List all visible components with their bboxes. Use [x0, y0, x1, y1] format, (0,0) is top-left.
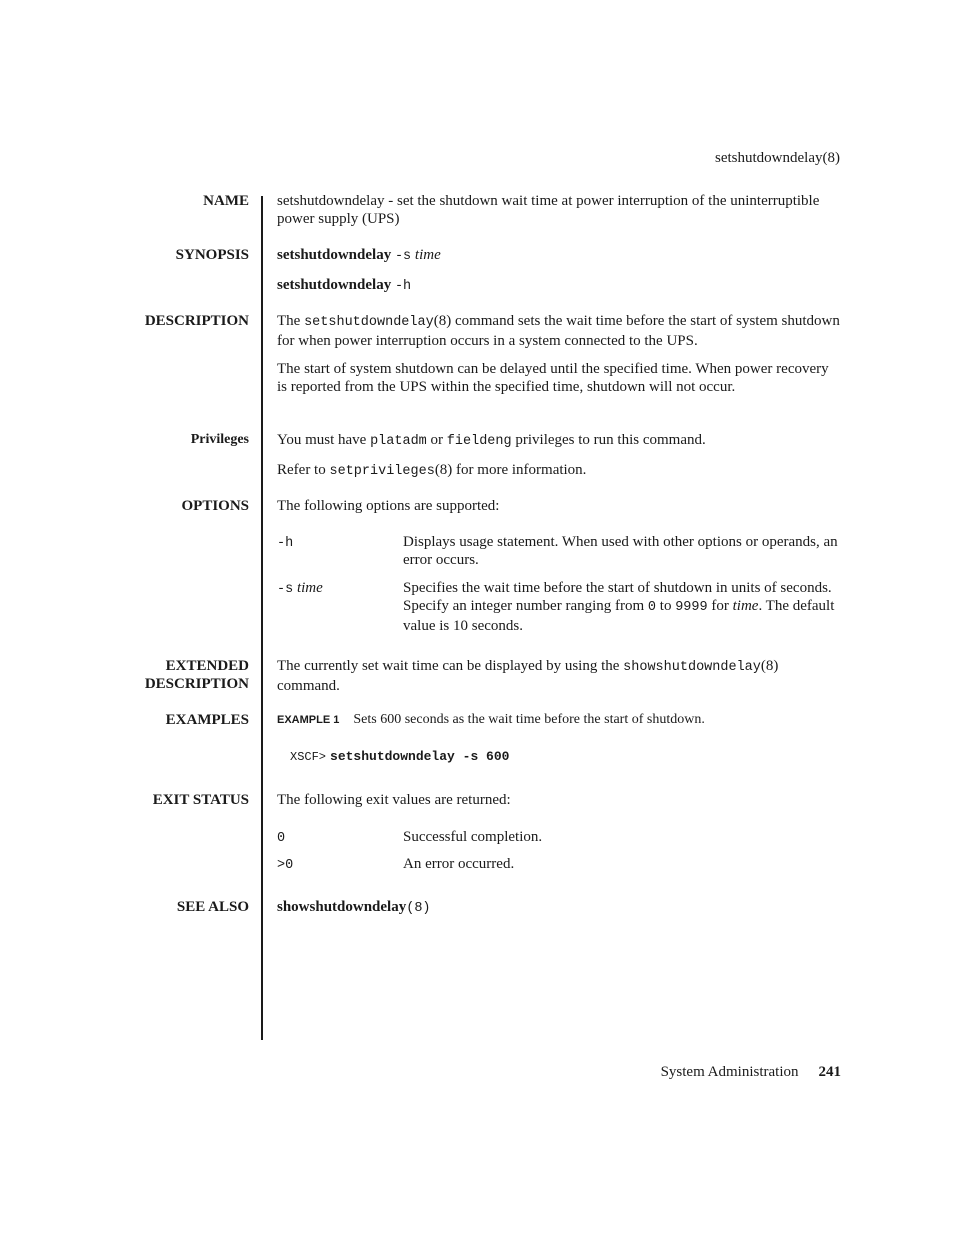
extended-description-text — [277, 657, 842, 695]
section-label-synopsis: SYNOPSIS — [175, 247, 249, 263]
option-text: for — [711, 598, 729, 614]
option-term — [277, 533, 293, 553]
code-command: setshutdowndelay -s 600 — [330, 749, 510, 764]
exit-status-intro: The following exit values are returned: — [277, 792, 511, 808]
margin-rule — [261, 196, 263, 1040]
extended-text: The currently set wait time can be displayed by using the — [277, 658, 620, 674]
command-name: showshutdowndelay — [623, 660, 761, 675]
exit-code — [277, 828, 285, 848]
privileges-text: Refer to — [277, 462, 326, 478]
privilege-platadm: platadm — [370, 434, 427, 449]
exit-code-value: >0 — [277, 858, 294, 873]
section-label-privileges: Privileges — [190, 432, 249, 447]
option-description: Displays usage statement. When used with other options or operands, an error occurs. — [403, 534, 838, 568]
privileges-text: You must have — [277, 432, 367, 448]
privileges-paragraph-1 — [277, 431, 842, 451]
option-flag: -s — [277, 582, 294, 597]
command-name: setprivileges — [329, 464, 435, 479]
option-arg: time — [732, 598, 759, 614]
section-label-examples: EXAMPLES — [165, 712, 249, 728]
exit-code — [277, 855, 293, 875]
example-title: Sets 600 seconds as the wait time before the start of shutdown. — [353, 712, 705, 727]
section-label-exit-status: EXIT STATUS — [152, 792, 249, 808]
privileges-text: (8) for more information. — [434, 462, 587, 478]
option-max-value: 9999 — [675, 600, 708, 615]
option-min-value: 0 — [647, 600, 657, 615]
option-text: . The default value is 10 seconds. — [403, 598, 835, 634]
option-term — [277, 579, 323, 599]
section-label-options: OPTIONS — [181, 498, 249, 514]
example-heading — [277, 711, 842, 729]
example-code — [290, 747, 509, 766]
see-also-section: (8) — [406, 901, 431, 916]
privileges-paragraph-2 — [277, 461, 842, 481]
synopsis-command: setshutdowndelay — [277, 277, 392, 293]
exit-code-description: An error occurred. — [403, 856, 515, 872]
privileges-text: privileges to run this command. — [515, 432, 706, 448]
section-label-description: DESCRIPTION — [144, 313, 249, 329]
option-description — [403, 579, 843, 635]
synopsis-arg: time — [414, 247, 441, 263]
example-label: EXAMPLE 1 — [277, 714, 340, 726]
privilege-fieldeng: fieldeng — [446, 434, 512, 449]
privileges-text: or — [430, 432, 444, 448]
command-name: setshutdowndelay — [304, 315, 434, 330]
description-paragraph-1 — [277, 312, 842, 350]
label-line: DESCRIPTION — [144, 676, 249, 692]
section-label-extended-description — [145, 657, 249, 693]
exit-code-description: Successful completion. — [403, 829, 543, 845]
synopsis-line-2 — [277, 276, 842, 296]
book-title: System Administration — [660, 1064, 799, 1080]
option-text: to — [659, 598, 672, 614]
running-header: setshutdowndelay(8) — [715, 150, 840, 166]
extended-text: (8) command. — [277, 658, 779, 694]
synopsis-command: setshutdowndelay — [277, 247, 392, 263]
see-also-command: showshutdowndelay — [277, 899, 407, 915]
section-label-see-also: SEE ALSO — [176, 899, 249, 915]
option-text: Specifies the wait time before the start of shutdown in units of seconds. Specify an integer number ranging from — [403, 580, 832, 614]
label-line: EXTENDED — [165, 658, 249, 674]
synopsis-line-1 — [277, 246, 842, 266]
code-prompt: XSCF> — [290, 750, 327, 764]
page-footer — [661, 1064, 841, 1081]
see-also-reference — [277, 898, 842, 918]
option-arg: time — [296, 580, 323, 596]
option-flag: -h — [277, 536, 294, 551]
description-text: The — [277, 313, 301, 329]
description-paragraph-2: The start of system shutdown can be delayed until the specified time. When power recovery is reported from the UPS within the specified time, shutdown will not occur. — [277, 361, 829, 395]
page-number: 241 — [818, 1064, 841, 1080]
description-text: (8) command sets the wait time before the start of system shutdown for when power interruption occurs in a system connected to the UPS. — [277, 313, 840, 349]
options-intro: The following options are supported: — [277, 498, 500, 514]
synopsis-flag: -h — [394, 279, 412, 294]
name-text: setshutdowndelay - set the shutdown wait time at power interruption of the uninterruptible power supply (UPS) — [277, 193, 820, 227]
section-label-name: NAME — [203, 193, 249, 209]
exit-code-value: 0 — [277, 831, 286, 846]
synopsis-flag: -s — [394, 249, 412, 264]
